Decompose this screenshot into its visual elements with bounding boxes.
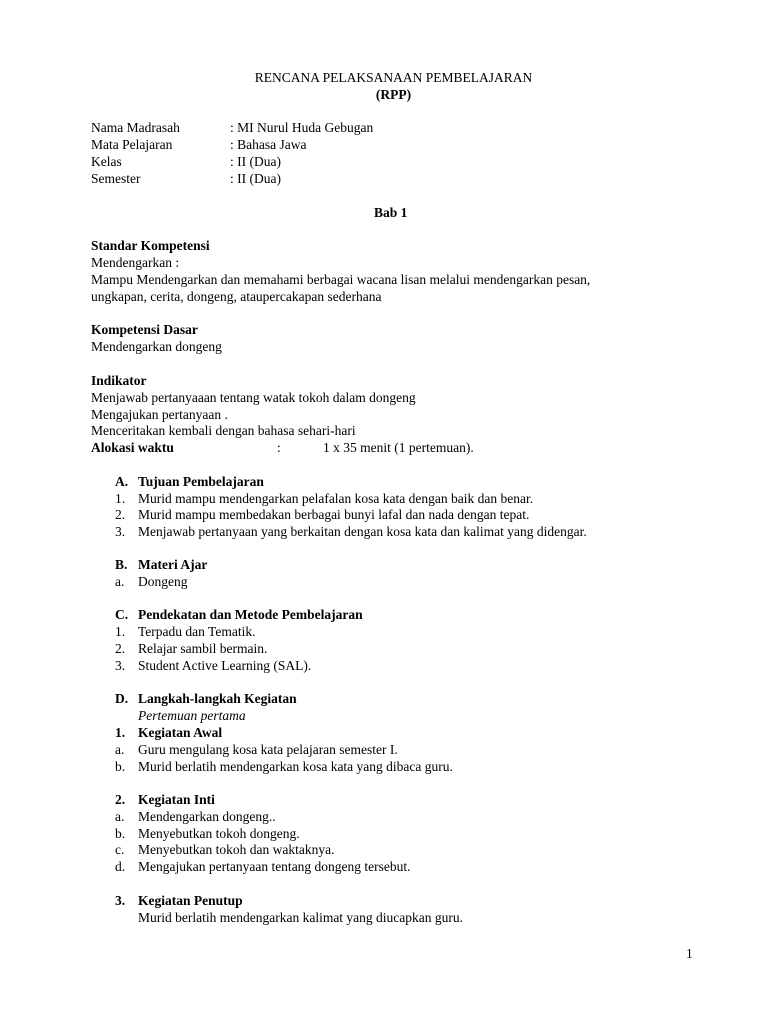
document-subtitle: (RPP) <box>375 87 412 102</box>
list-number: a. <box>115 809 125 824</box>
step-number: 1. <box>115 725 126 740</box>
list-item: Murid mampu mendengarkan pelafalan kosa kata dengan baik dan benar. <box>138 491 534 506</box>
indikator-item: Menjawab pertanyaaan tentang watak tokoh dalam dongeng <box>91 390 416 405</box>
identity-value: : MI Nurul Huda Gebugan <box>230 120 374 135</box>
section-heading: Tujuan Pembelajaran <box>138 474 264 489</box>
standar-heading: Standar Kompetensi <box>91 238 210 253</box>
list-item: Mendengarkan dongeng.. <box>138 809 276 824</box>
list-item: Murid mampu membedakan berbagai bunyi lafal dan nada dengan tepat. <box>138 507 530 522</box>
alokasi-value: 1 x 35 menit (1 pertemuan). <box>323 440 474 455</box>
indikator-item: Menceritakan kembali dengan bahasa sehari-hari <box>91 423 356 438</box>
list-item: Terpadu dan Tematik. <box>138 624 256 639</box>
step-heading: Kegiatan Inti <box>138 792 215 807</box>
document-title: RENCANA PELAKSANAAN PEMBELAJARAN <box>254 70 533 85</box>
standar-text: ungkapan, cerita, dongeng, ataupercakapan sederhana <box>91 289 382 304</box>
section-marker: B. <box>115 557 128 572</box>
step-heading: Kegiatan Awal <box>138 725 223 740</box>
kompetensi-heading: Kompetensi Dasar <box>91 322 198 337</box>
list-item: Student Active Learning (SAL). <box>138 658 312 673</box>
list-number: 1. <box>115 491 126 506</box>
standar-text: Mampu Mendengarkan dan memahami berbagai wacana lisan melalui mendengarkan pesan, <box>91 272 591 287</box>
list-number: c. <box>115 842 125 857</box>
indikator-heading: Indikator <box>91 373 147 388</box>
step-number: 2. <box>115 792 126 807</box>
step-heading: Kegiatan Penutup <box>138 893 243 908</box>
standar-sub: Mendengarkan : <box>91 255 180 270</box>
section-heading: Langkah-langkah Kegiatan <box>138 691 297 706</box>
identity-label: Kelas <box>91 154 122 169</box>
list-number: 2. <box>115 641 126 656</box>
section-marker: D. <box>115 691 129 706</box>
list-number: a. <box>115 742 125 757</box>
list-item: Guru mengulang kosa kata pelajaran semester I. <box>138 742 398 757</box>
list-item: Menyebutkan tokoh dan waktaknya. <box>138 842 335 857</box>
page-number: 1 <box>686 946 693 961</box>
list-number: a. <box>115 574 125 589</box>
identity-label: Semester <box>91 171 141 186</box>
list-number: 3. <box>115 524 126 539</box>
identity-label: Nama Madrasah <box>91 120 180 135</box>
identity-value: : II (Dua) <box>230 154 281 169</box>
list-number: 3. <box>115 658 126 673</box>
meeting-label: Pertemuan pertama <box>138 708 246 723</box>
list-item: Relajar sambil bermain. <box>138 641 268 656</box>
identity-value: : II (Dua) <box>230 171 281 186</box>
section-marker: C. <box>115 607 129 622</box>
list-number: d. <box>115 859 126 874</box>
step-number: 3. <box>115 893 126 908</box>
list-item: Mengajukan pertanyaan tentang dongeng tersebut. <box>138 859 411 874</box>
list-number: 1. <box>115 624 126 639</box>
section-marker: A. <box>115 474 129 489</box>
list-number: b. <box>115 759 126 774</box>
list-item: Menjawab pertanyaan yang berkaitan dengan kosa kata dan kalimat yang didengar. <box>138 524 587 539</box>
list-number: 2. <box>115 507 126 522</box>
list-item: Murid berlatih mendengarkan kosa kata yang dibaca guru. <box>138 759 453 774</box>
section-heading: Pendekatan dan Metode Pembelajaran <box>138 607 363 622</box>
identity-value: : Bahasa Jawa <box>230 137 307 152</box>
indikator-item: Mengajukan pertanyaan . <box>91 407 228 422</box>
alokasi-colon: : <box>277 440 281 455</box>
section-heading: Materi Ajar <box>138 557 208 572</box>
list-number: b. <box>115 826 126 841</box>
alokasi-label: Alokasi waktu <box>91 440 174 455</box>
chapter-heading: Bab 1 <box>374 205 408 220</box>
list-item: Menyebutkan tokoh dongeng. <box>138 826 300 841</box>
kompetensi-text: Mendengarkan dongeng <box>91 339 222 354</box>
identity-label: Mata Pelajaran <box>91 137 173 152</box>
step-text: Murid berlatih mendengarkan kalimat yang diucapkan guru. <box>138 910 464 925</box>
list-item: Dongeng <box>138 574 188 589</box>
